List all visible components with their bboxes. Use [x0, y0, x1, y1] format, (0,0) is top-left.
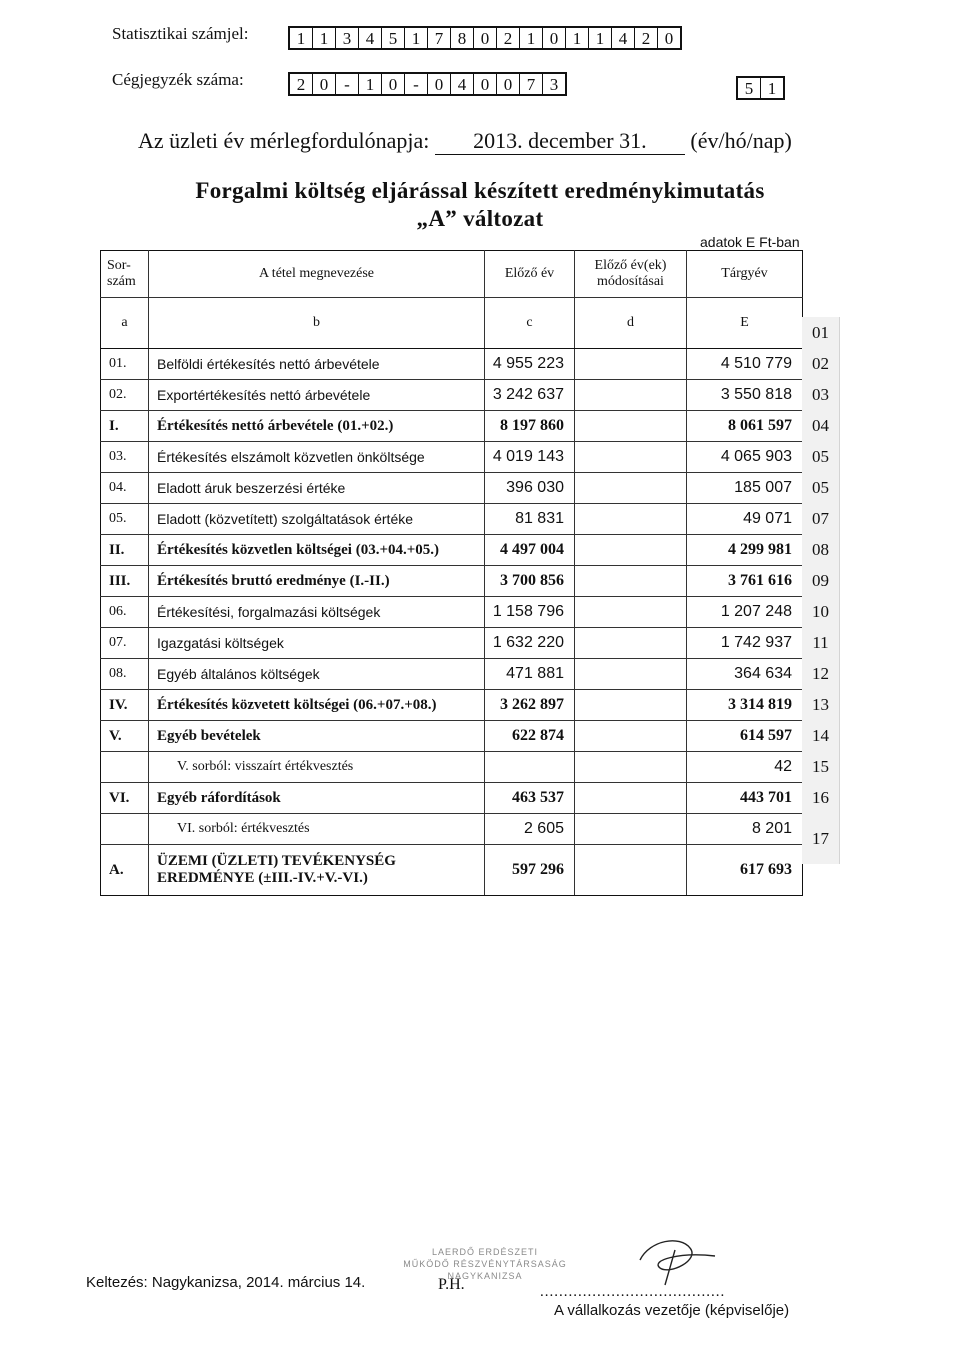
signature-line: ....................................... [540, 1284, 726, 1300]
modification-value [575, 411, 687, 442]
prev-year-value: 463 537 [485, 783, 575, 814]
current-year-value: 4 299 981 [687, 535, 803, 566]
digit-box: 0 [474, 28, 497, 48]
modification-value [575, 721, 687, 752]
row-number: 02. [101, 380, 149, 411]
digit-box: 0 [474, 74, 497, 94]
table-row [101, 349, 803, 380]
issue-date: Keltezés: Nagykanizsa, 2014. március 14. [86, 1274, 366, 1291]
balance-date-unit: (év/hó/nap) [690, 128, 792, 153]
col-letter: E [687, 298, 803, 349]
prev-year-value: 3 242 637 [485, 380, 575, 411]
stamp-line: MŰKÖDŐ RÉSZVÉNYTÁRSASÁG [403, 1259, 567, 1269]
col-header-name: A tétel megnevezése [149, 251, 485, 298]
row-name: Értékesítés nettó árbevétele (01.+02.) [149, 411, 485, 442]
current-year-value: 617 693 [687, 845, 803, 896]
col-header-prev: Előző év [485, 251, 575, 298]
prev-year-value: 81 831 [485, 504, 575, 535]
row-code: 14 [802, 720, 840, 751]
modification-value [575, 442, 687, 473]
row-code: 08 [802, 534, 840, 565]
row-code: 05 [802, 441, 840, 472]
digit-box: 2 [290, 74, 313, 94]
table-row [101, 411, 803, 442]
current-year-value: 4 510 779 [687, 349, 803, 380]
company-stamp [390, 1246, 580, 1282]
current-year-value: 3 550 818 [687, 380, 803, 411]
modification-value [575, 380, 687, 411]
column-letter-row [101, 298, 803, 349]
digit-box: 2 [635, 28, 658, 48]
modification-value [575, 597, 687, 628]
modification-value [575, 349, 687, 380]
modification-value [575, 752, 687, 783]
table-row [101, 380, 803, 411]
signature [620, 1230, 730, 1290]
unit-note: adatok E Ft-ban [700, 234, 800, 250]
prev-year-value: 2 605 [485, 814, 575, 845]
table-row [101, 473, 803, 504]
row-name: ÜZEMI (ÜZLETI) TEVÉKENYSÉG EREDMÉNYE (±III.-IV.+V.-VI.) [149, 845, 485, 896]
table-row [101, 628, 803, 659]
income-statement-table [100, 250, 803, 896]
row-name: VI. sorból: értékvesztés [149, 814, 485, 845]
digit-box: 2 [497, 28, 520, 48]
modification-value [575, 473, 687, 504]
digit-box: 1 [520, 28, 543, 48]
row-number [101, 752, 149, 783]
stamp-line: NAGYKANIZSA [447, 1271, 523, 1281]
digit-box: 0 [382, 74, 405, 94]
col-letter: b [149, 298, 485, 349]
prev-year-value: 396 030 [485, 473, 575, 504]
table-row [101, 504, 803, 535]
prev-year-value: 4 497 004 [485, 535, 575, 566]
row-number [101, 814, 149, 845]
row-name: Eladott (közvetített) szolgáltatások értéke [149, 504, 485, 535]
row-number: IV. [101, 690, 149, 721]
col-header-sor: Sor- szám [101, 251, 149, 298]
col-letter: c [485, 298, 575, 349]
prev-year-value: 3 700 856 [485, 566, 575, 597]
table-row [101, 721, 803, 752]
row-code: 17 [802, 813, 840, 864]
row-number: 03. [101, 442, 149, 473]
current-year-value: 42 [687, 752, 803, 783]
table-row [101, 845, 803, 896]
row-number: VI. [101, 783, 149, 814]
row-code: 11 [802, 627, 840, 658]
stamp-placeholder: P.H. [438, 1276, 465, 1293]
prev-year-value: 4 019 143 [485, 442, 575, 473]
row-name: Egyéb általános költségek [149, 659, 485, 690]
modification-value [575, 690, 687, 721]
digit-box: 0 [497, 74, 520, 94]
table-row [101, 566, 803, 597]
table-row [101, 690, 803, 721]
digit-box: 7 [428, 28, 451, 48]
current-year-value: 443 701 [687, 783, 803, 814]
prev-year-value: 1 158 796 [485, 597, 575, 628]
digit-box: 3 [336, 28, 359, 48]
current-year-value: 4 065 903 [687, 442, 803, 473]
digit-box: 7 [520, 74, 543, 94]
balance-date-line [138, 128, 792, 155]
modification-value [575, 504, 687, 535]
report-variant: „A” változat [416, 206, 544, 231]
balance-date-label: Az üzleti év mérlegfordulónapja: [138, 128, 430, 153]
row-number: 07. [101, 628, 149, 659]
current-year-value: 364 634 [687, 659, 803, 690]
stamp-line: LAERDŐ ERDÉSZETI [431, 1247, 539, 1257]
digit-box: 8 [451, 28, 474, 48]
stat-number-label: Statisztikai számjel: [112, 24, 249, 43]
row-code: 01 [802, 317, 840, 348]
col-letter: d [575, 298, 687, 349]
row-number: 04. [101, 473, 149, 504]
digit-box: - [405, 74, 428, 94]
modification-value [575, 814, 687, 845]
current-year-value: 8 061 597 [687, 411, 803, 442]
prev-year-value: 8 197 860 [485, 411, 575, 442]
modification-value [575, 566, 687, 597]
current-year-value: 185 007 [687, 473, 803, 504]
row-name: Értékesítési, forgalmazási költségek [149, 597, 485, 628]
modification-value [575, 783, 687, 814]
row-code: 03 [802, 379, 840, 410]
row-name: Exportértékesítés nettó árbevétele [149, 380, 485, 411]
row-name: Értékesítés közvetlen költségei (03.+04.+05.) [149, 535, 485, 566]
report-title: Forgalmi költség eljárással készített eredménykimutatás [195, 178, 765, 203]
table-header-row [101, 251, 803, 298]
table-row [101, 597, 803, 628]
table-row [101, 442, 803, 473]
row-code: 09 [802, 565, 840, 596]
row-code: 16 [802, 782, 840, 813]
row-name: Értékesítés közvetett költségei (06.+07.+08.) [149, 690, 485, 721]
row-name: Egyéb ráfordítások [149, 783, 485, 814]
prev-year-value: 597 296 [485, 845, 575, 896]
row-number: I. [101, 411, 149, 442]
digit-box: 0 [428, 74, 451, 94]
row-code: 15 [802, 751, 840, 782]
col-header-curr: Tárgyév [687, 251, 803, 298]
row-number: V. [101, 721, 149, 752]
digit-box: 0 [543, 28, 566, 48]
current-year-value: 1 742 937 [687, 628, 803, 659]
row-name: V. sorból: visszaírt értékvesztés [149, 752, 485, 783]
digit-box: 5 [738, 78, 761, 98]
row-code: 13 [802, 689, 840, 720]
row-number: 08. [101, 659, 149, 690]
row-code: 07 [802, 503, 840, 534]
stat-number-boxes [288, 26, 682, 50]
row-code: 05 [802, 472, 840, 503]
row-code: 04 [802, 410, 840, 441]
current-year-value: 3 314 819 [687, 690, 803, 721]
prev-year-value: 4 955 223 [485, 349, 575, 380]
modification-value [575, 659, 687, 690]
col-letter: a [101, 298, 149, 349]
balance-date-value: 2013. december 31. [435, 128, 685, 155]
table-row [101, 814, 803, 845]
row-name: Eladott áruk beszerzési értéke [149, 473, 485, 504]
row-name: Igazgatási költségek [149, 628, 485, 659]
digit-box: 1 [566, 28, 589, 48]
col-header-mod: Előző év(ek) módosításai [575, 251, 687, 298]
digit-box: - [336, 74, 359, 94]
prev-year-value: 471 881 [485, 659, 575, 690]
prev-year-value: 3 262 897 [485, 690, 575, 721]
digit-box: 5 [382, 28, 405, 48]
modification-value [575, 845, 687, 896]
table-row [101, 752, 803, 783]
current-year-value: 1 207 248 [687, 597, 803, 628]
row-code: 02 [802, 348, 840, 379]
digit-box: 0 [313, 74, 336, 94]
row-number: 01. [101, 349, 149, 380]
side-code-boxes [736, 76, 785, 100]
current-year-value: 614 597 [687, 721, 803, 752]
prev-year-value: 1 632 220 [485, 628, 575, 659]
digit-box: 4 [359, 28, 382, 48]
row-number: II. [101, 535, 149, 566]
table-row [101, 535, 803, 566]
digit-box: 0 [664, 29, 674, 48]
digit-box: 1 [313, 28, 336, 48]
digit-box: 3 [549, 75, 559, 94]
current-year-value: 49 071 [687, 504, 803, 535]
row-number: A. [101, 845, 149, 896]
prev-year-value: 622 874 [485, 721, 575, 752]
table-row [101, 783, 803, 814]
prev-year-value [485, 752, 575, 783]
digit-box: 1 [290, 28, 313, 48]
row-code: 12 [802, 658, 840, 689]
row-name: Belföldi értékesítés nettó árbevétele [149, 349, 485, 380]
row-name: Egyéb bevételek [149, 721, 485, 752]
row-name: Értékesítés elszámolt közvetlen önköltsége [149, 442, 485, 473]
company-reg-boxes [288, 72, 567, 96]
digit-box: 1 [405, 28, 428, 48]
digit-box: 4 [451, 74, 474, 94]
company-reg-label: Cégjegyzék száma: [112, 70, 244, 89]
row-number: 06. [101, 597, 149, 628]
digit-box: 4 [612, 28, 635, 48]
current-year-value: 8 201 [687, 814, 803, 845]
digit-box: 1 [767, 79, 777, 98]
row-number: 05. [101, 504, 149, 535]
row-name: Értékesítés bruttó eredménye (I.-II.) [149, 566, 485, 597]
modification-value [575, 628, 687, 659]
table-row [101, 659, 803, 690]
current-year-value: 3 761 616 [687, 566, 803, 597]
signer-label: A vállalkozás vezetője (képviselője) [554, 1302, 790, 1319]
digit-box: 1 [359, 74, 382, 94]
modification-value [575, 535, 687, 566]
row-code-column [802, 317, 840, 864]
digit-box: 1 [589, 28, 612, 48]
row-number: III. [101, 566, 149, 597]
row-code: 10 [802, 596, 840, 627]
